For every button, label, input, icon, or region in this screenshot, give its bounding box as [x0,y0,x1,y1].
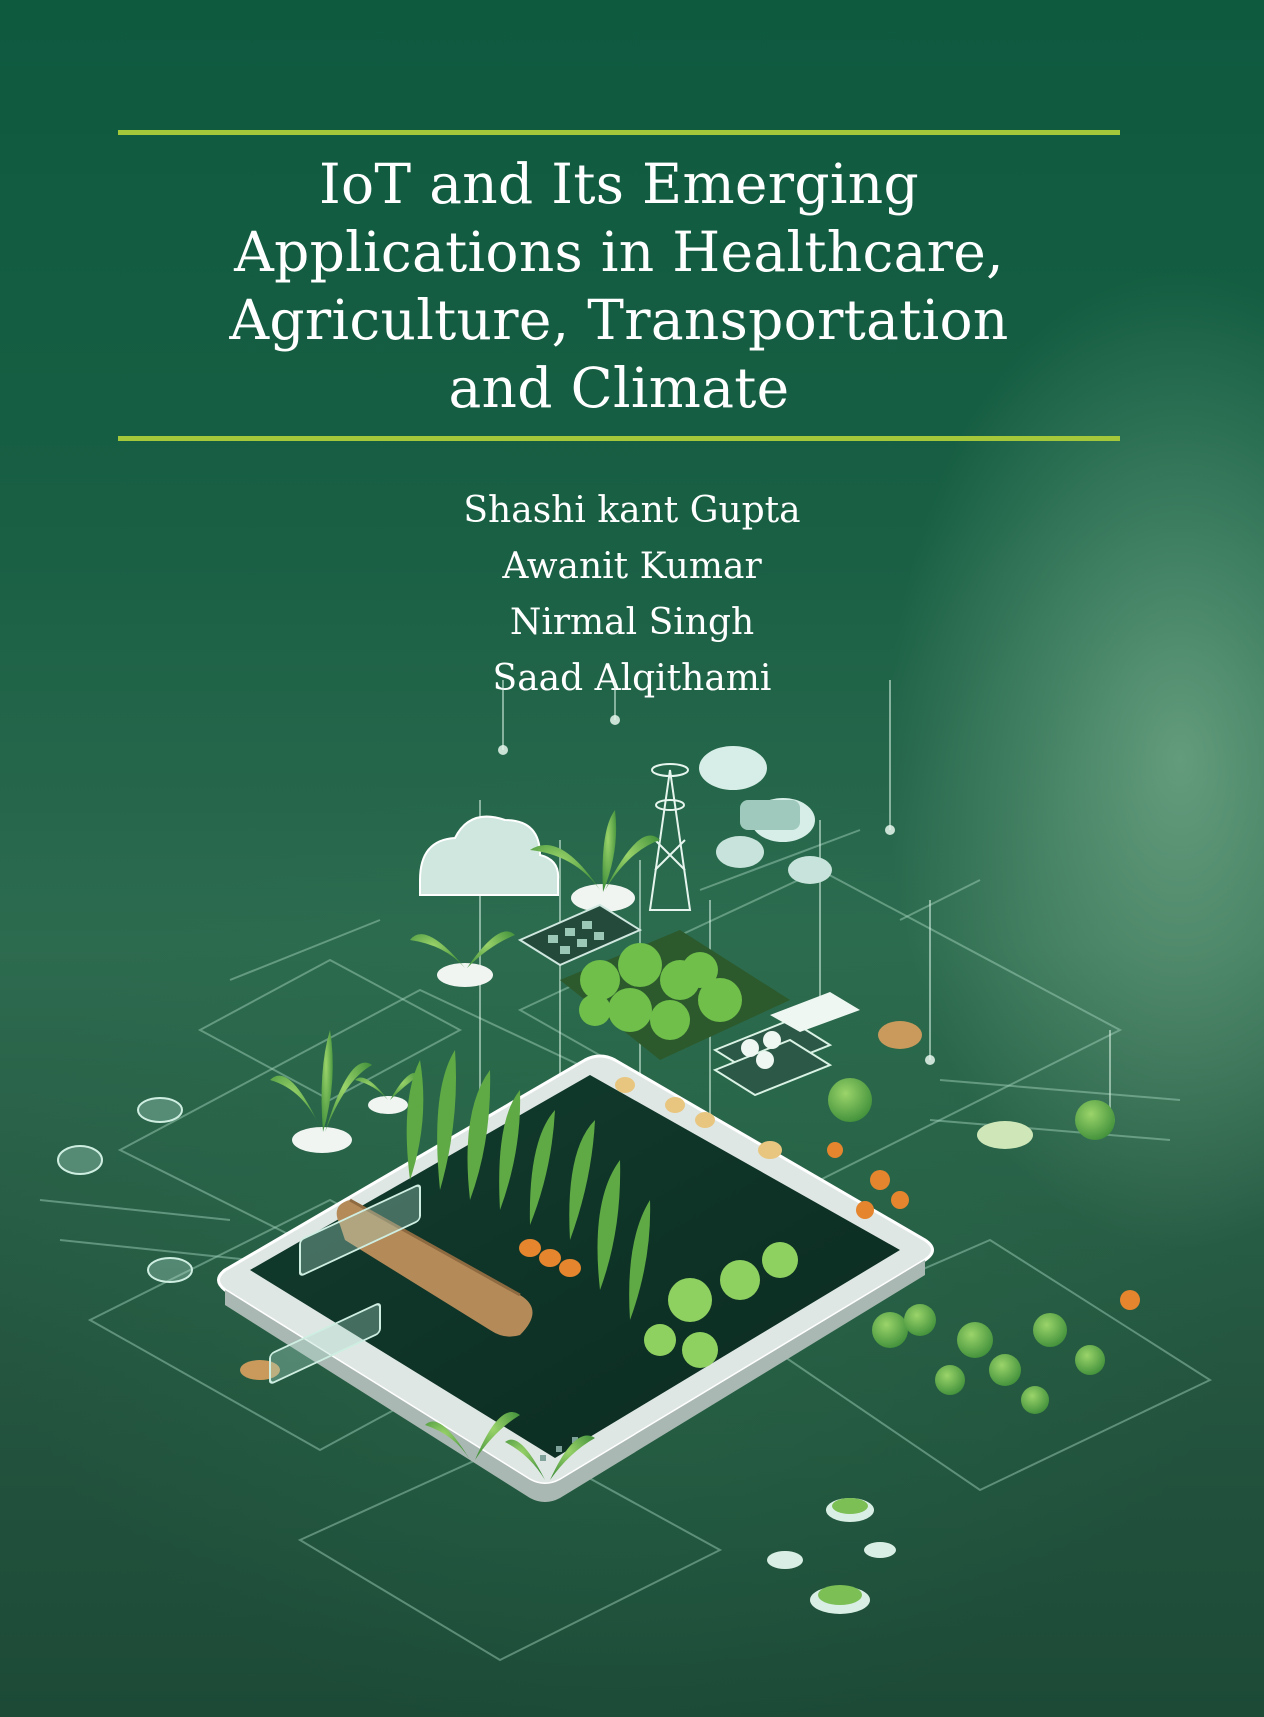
title-line: Applications in Healthcare, [234,220,1004,284]
plant-icon [270,1030,372,1153]
book-title [118,150,1120,422]
title-line: IoT and Its Emerging [318,152,920,216]
title-rule-top [118,130,1120,135]
title-line: Agriculture, Transportation [229,288,1009,352]
iot-agriculture-illustration [0,680,1264,1717]
author-name: Shashi kant Gupta [463,490,801,531]
plant-icon [410,931,515,987]
author-name: Awanit Kumar [502,546,762,587]
title-line: and Climate [448,356,790,420]
title-rule-bottom [118,436,1120,441]
author-name: Saad Alqithami [492,658,772,699]
author-list [0,483,1264,707]
drone-icon [699,746,832,884]
cloud-icon [420,817,558,895]
author-name: Nirmal Singh [509,602,755,643]
